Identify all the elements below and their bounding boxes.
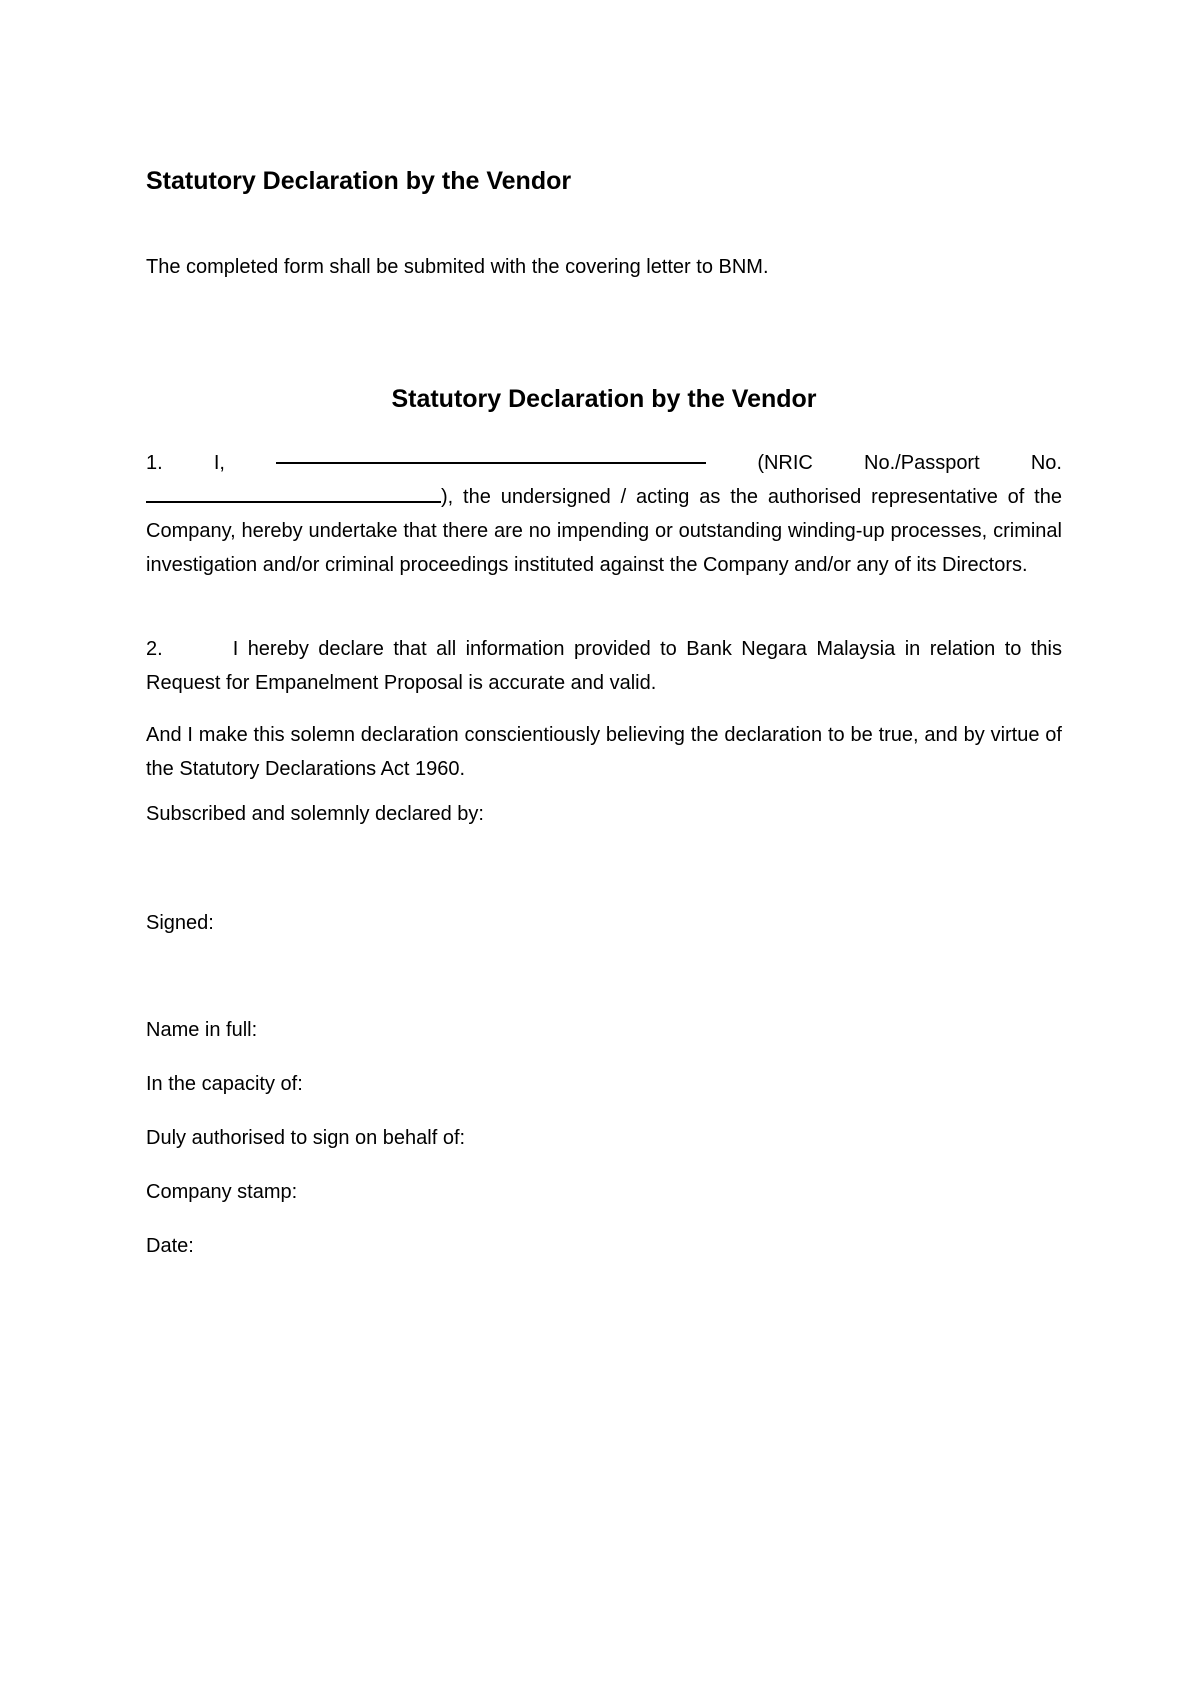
paragraph-1-rest: ), the undersigned / acting as the authorised representative of the Company, hereby undertake that there are no impending or outstanding winding-up processes, criminal investigation and/or criminal proceedings instituted against the Company and/or any of its Directors.	[146, 486, 1062, 576]
declaration-paragraph-1	[146, 446, 1062, 582]
company-stamp-label: Company stamp:	[146, 1181, 298, 1203]
date-label: Date:	[146, 1235, 194, 1257]
section-title: Statutory Declaration by the Vendor	[391, 385, 817, 413]
signed-label: Signed:	[146, 912, 214, 934]
nric-label: (NRIC	[757, 452, 813, 474]
name-label: Name in full:	[146, 1019, 258, 1041]
intro-text: The completed form shall be submited with the covering letter to BNM.	[146, 256, 769, 278]
subscribed-label: Subscribed and solemnly declared by:	[146, 803, 484, 825]
paragraph-2-number: 2.	[146, 638, 163, 660]
name-blank[interactable]	[276, 446, 706, 464]
capacity-label: In the capacity of:	[146, 1073, 303, 1095]
paragraph-1-body	[146, 480, 1062, 582]
paragraph-1-first-line	[146, 446, 1062, 480]
paragraph-1-i: I,	[213, 452, 225, 474]
paragraph-1-number: 1.	[146, 452, 163, 474]
declaration-paragraph-2	[146, 632, 1062, 700]
passport-label: No./Passport	[864, 452, 980, 474]
passport-no-label: No.	[1030, 452, 1062, 474]
page-title: Statutory Declaration by the Vendor	[146, 167, 572, 195]
declaration-paragraph-3: And I make this solemn declaration conscientiously believing the declaration to be true, and by virtue of the Statutory Declarations Act 1960.	[146, 724, 1062, 780]
paragraph-2-text: I hereby declare that all information provided to Bank Negara Malaysia in relation to this Request for Empanelment Proposal is accurate and valid.	[146, 638, 1062, 694]
authorised-label: Duly authorised to sign on behalf of:	[146, 1127, 466, 1149]
passport-number-blank[interactable]	[146, 485, 441, 503]
